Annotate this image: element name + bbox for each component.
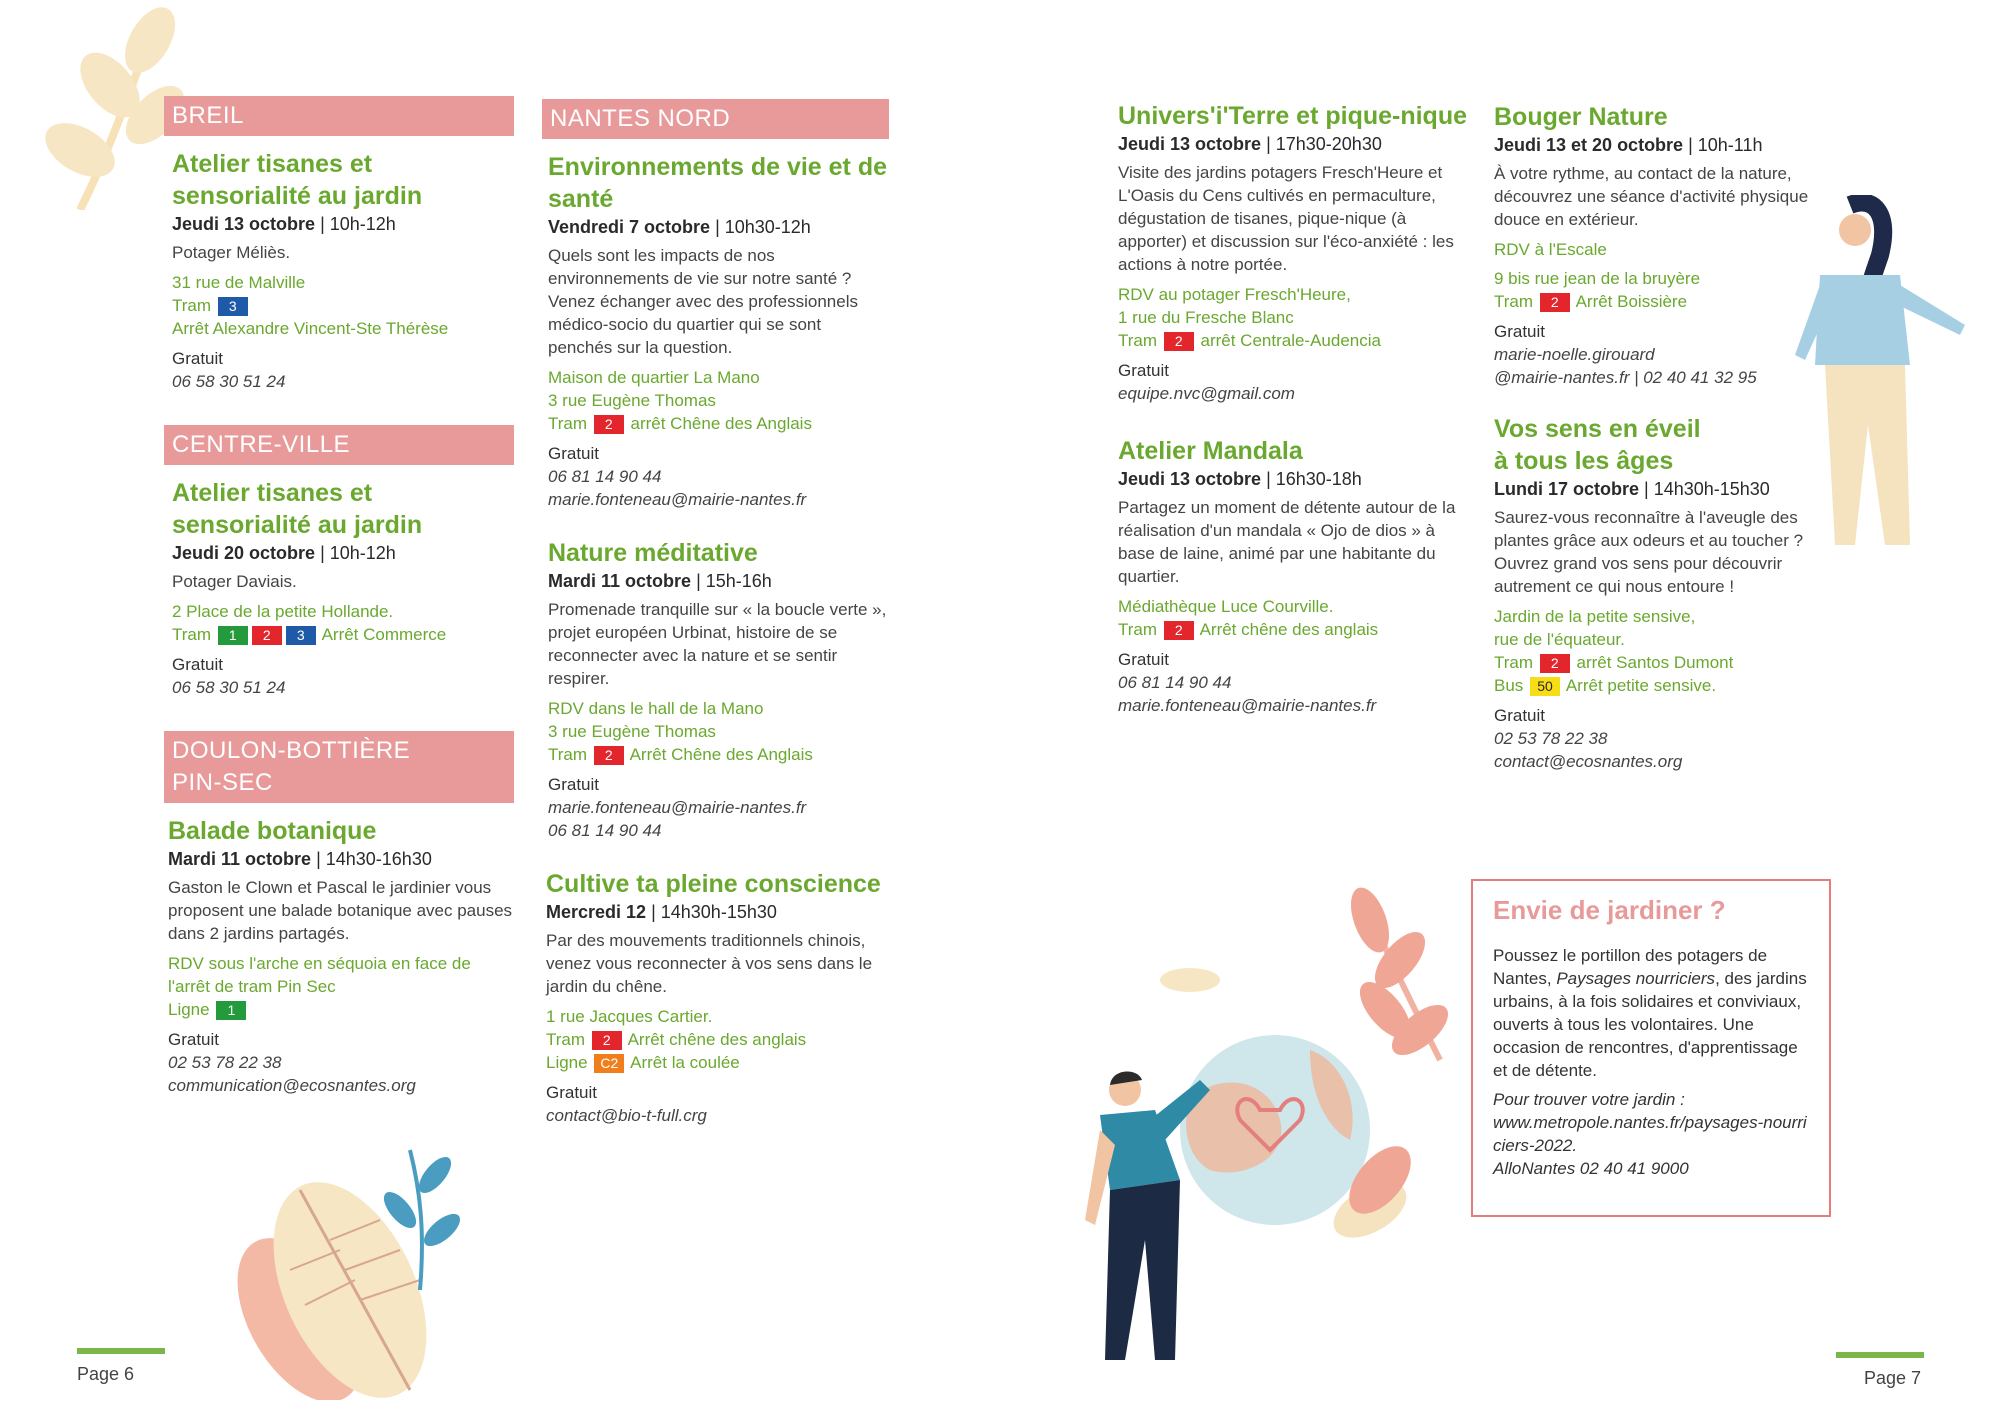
event-title: Atelier tisanes et sensorialité au jardin	[172, 150, 423, 210]
event-title: Bouger Nature	[1494, 103, 1668, 131]
leaf-bunch-icon	[220, 1130, 470, 1400]
event-description: Partagez un moment de détente autour de la réalisation d'un mandala « Ojo de dios » à base de laine, animé par une habitante du quartier.	[1118, 498, 1456, 586]
event-title: Nature méditative	[548, 539, 758, 567]
event-description: Quels sont les impacts de nos environnements de vie sur notre santé ? Venez échanger avec des professionnels médico-socio du quartier qui se sont penchés sur la question.	[548, 246, 858, 357]
event-location: RDV à l'Escale 9 bis rue jean de la bruyère Tram 2 Arrêt Boissière	[1494, 240, 1701, 311]
section-heading-nantes-nord: NANTES NORD	[542, 99, 889, 139]
page-bar-right	[1836, 1352, 1924, 1358]
bus-line-badge: C2	[594, 1054, 624, 1073]
event-location: Maison de quartier La Mano 3 rue Eugène Thomas Tram 2 arrêt Chêne des Anglais	[548, 368, 812, 433]
event-card	[1494, 101, 1834, 389]
tram-line-badge: 3	[218, 297, 248, 316]
box-link-intro: Pour trouver votre jardin :	[1493, 1090, 1685, 1109]
event-description: Gaston le Clown et Pascal le jardinier vous proposent une balade botanique avec pauses dans 2 jardins partagés.	[168, 878, 513, 943]
tram-line-badge: 2	[1164, 332, 1194, 351]
event-card	[1118, 100, 1468, 405]
event-date: Jeudi 20 octobre | 10h-12h	[172, 543, 396, 563]
event-info: Gratuit equipe.nvc@gmail.com	[1118, 361, 1295, 403]
event-date: Mardi 11 octobre | 14h30-16h30	[168, 849, 432, 869]
event-location: 2 Place de la petite Hollande. Tram 1 2 3 Arrêt Commerce	[172, 602, 447, 644]
event-title: Atelier Mandala	[1118, 437, 1303, 465]
column-left-1	[164, 96, 514, 1129]
section-heading-doulon-bottiere: DOULON-BOTTIÈRE PIN-SEC	[164, 731, 514, 803]
event-date: Jeudi 13 et 20 octobre | 10h-11h	[1494, 135, 1763, 155]
event-info: Gratuit 06 81 14 90 44 marie.fonteneau@mairie-nantes.fr	[1118, 650, 1377, 715]
event-description: Potager Méliès.	[172, 243, 291, 262]
bus-line-badge: 50	[1530, 677, 1560, 696]
event-date: Jeudi 13 octobre | 16h30-18h	[1118, 469, 1362, 489]
tram-line-badge: 1	[218, 626, 248, 645]
column-right-2	[1494, 101, 1834, 805]
person-globe-icon	[1040, 880, 1460, 1390]
event-date: Jeudi 13 octobre | 10h-12h	[172, 214, 396, 234]
event-location: 1 rue Jacques Cartier. Tram 2 Arrêt chêne des anglais Ligne C2 Arrêt la coulée	[546, 1007, 807, 1072]
event-date: Vendredi 7 octobre | 10h30-12h	[548, 217, 811, 237]
event-title: Environnements de vie et de santé	[548, 153, 887, 213]
event-description: Potager Daviais.	[172, 572, 297, 591]
event-title: Univers'i'Terre et pique-nique	[1118, 102, 1467, 130]
event-title: Balade botanique	[168, 817, 377, 845]
event-info: Gratuit contact@bio-t-full.crg	[546, 1083, 707, 1125]
event-info: Gratuit marie-noelle.girouard @mairie-nantes.fr | 02 40 41 32 95	[1494, 322, 1757, 387]
event-title: Cultive ta pleine conscience	[546, 870, 881, 898]
info-box-envie-de-jardiner	[1471, 879, 1831, 1217]
event-date: Mercredi 12 | 14h30h-15h30	[546, 902, 777, 922]
tram-line-badge: 2	[592, 1031, 622, 1050]
event-description: Promenade tranquille sur « la boucle verte », projet européen Urbinat, histoire de se reconnecter avec la nature et se sentir respirer.	[548, 600, 887, 688]
event-description: À votre rythme, au contact de la nature, découvrez une séance d'activité physique douce en extérieur.	[1494, 164, 1809, 229]
event-date: Lundi 17 octobre | 14h30h-15h30	[1494, 479, 1770, 499]
section-heading-breil: BREIL	[164, 96, 514, 136]
event-date: Mardi 11 octobre | 15h-16h	[548, 571, 772, 591]
event-location: 31 rue de Malville Tram 3 Arrêt Alexandre Vincent-Ste Thérèse	[172, 273, 449, 338]
tram-line-badge: 2	[1540, 654, 1570, 673]
event-card	[164, 148, 514, 393]
event-location: RDV au potager Fresch'Heure, 1 rue du Fresche Blanc Tram 2 arrêt Centrale-Audencia	[1118, 285, 1381, 350]
event-location: Jardin de la petite sensive, rue de l'équateur. Tram 2 arrêt Santos Dumont Bus 50 Arrêt petite sensive.	[1494, 607, 1734, 695]
event-title: Vos sens en éveil à tous les âges	[1494, 415, 1701, 475]
event-info: Gratuit 06 81 14 90 44 marie.fonteneau@mairie-nantes.fr	[548, 444, 807, 509]
event-card	[542, 537, 889, 842]
tram-line-badge: 3	[286, 626, 316, 645]
event-description: Visite des jardins potagers Fresch'Heure et L'Oasis du Cens cultivés en permaculture, dégustation de tisanes, pique-nique (à apporter) et discussion sur l'éco-anxiété : les actions à notre portée.	[1118, 163, 1454, 274]
event-info: Gratuit 06 58 30 51 24	[172, 655, 286, 697]
event-info: Gratuit 06 58 30 51 24	[172, 349, 286, 391]
tram-line-badge: 1	[216, 1001, 246, 1020]
page-number-right: Page 7	[1864, 1368, 1922, 1388]
event-info: Gratuit 02 53 78 22 38 communication@ecosnantes.org	[168, 1030, 416, 1095]
tram-line-badge: 2	[594, 746, 624, 765]
box-title: Envie de jardiner ?	[1493, 895, 1726, 925]
event-location: RDV dans le hall de la Mano 3 rue Eugène Thomas Tram 2 Arrêt Chêne des Anglais	[548, 699, 813, 764]
event-card	[1118, 435, 1468, 717]
column-right-1	[1118, 100, 1468, 749]
event-location: RDV sous l'arche en séquoia en face de l'arrêt de tram Pin Sec Ligne 1	[168, 954, 471, 1019]
tram-line-badge: 2	[594, 415, 624, 434]
event-card	[542, 151, 889, 511]
tram-line-badge: 2	[1540, 293, 1570, 312]
event-date: Jeudi 13 octobre | 17h30-20h30	[1118, 134, 1382, 154]
column-left-2	[542, 99, 889, 1159]
event-location: Médiathèque Luce Courville. Tram 2 Arrêt chêne des anglais	[1118, 597, 1379, 639]
event-card	[164, 477, 514, 699]
event-description: Par des mouvements traditionnels chinois, venez vous reconnecter à vos sens dans le jardin du chêne.	[546, 931, 873, 996]
event-info: Gratuit 02 53 78 22 38 contact@ecosnantes.org	[1494, 706, 1683, 771]
box-link[interactable]: www.metropole.nantes.fr/paysages-nourriciers-2022.	[1493, 1113, 1807, 1155]
event-title: Atelier tisanes et sensorialité au jardin	[172, 479, 423, 539]
section-heading-centre-ville: CENTRE-VILLE	[164, 425, 514, 465]
event-card	[1494, 413, 1834, 773]
event-description: Saurez-vous reconnaître à l'aveugle des plantes grâce aux odeurs et au toucher ? Ouvrez grand vos sens pour découvrir autrement ce qui nous entoure !	[1494, 508, 1804, 596]
event-info: Gratuit marie.fonteneau@mairie-nantes.fr 06 81 14 90 44	[548, 775, 807, 840]
tram-line-badge: 2	[1164, 621, 1194, 640]
tram-line-badge: 2	[252, 626, 282, 645]
page-bar-left	[77, 1348, 165, 1354]
box-phone: AlloNantes 02 40 41 9000	[1493, 1159, 1689, 1178]
event-card	[542, 868, 889, 1127]
box-text: Poussez le portillon des potagers de Nantes, Paysages nourriciers, des jardins urbains, à la fois solidaires et conviviaux, ouverts à tous les volontaires. Une occasion de rencontres, d'apprentissage et de détente.	[1493, 946, 1807, 1080]
event-card	[164, 815, 514, 1097]
page-number-left: Page 6	[77, 1364, 135, 1384]
